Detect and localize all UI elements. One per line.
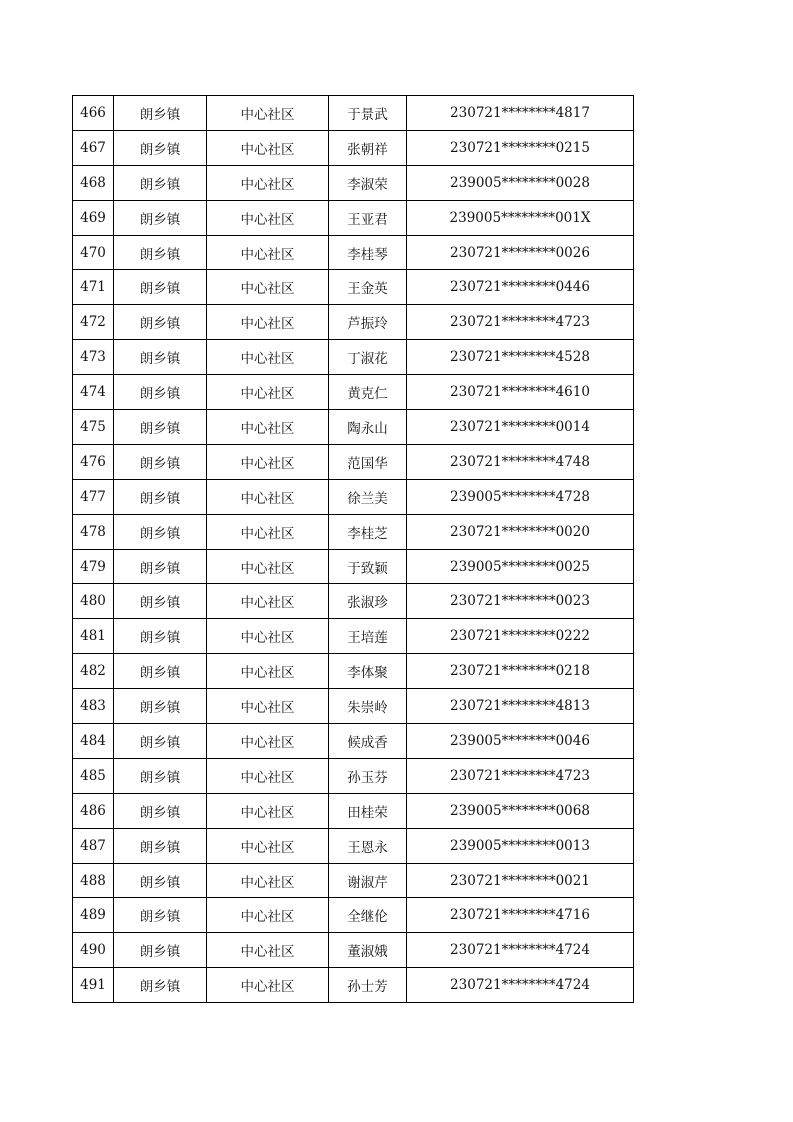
id-number-cell: 239005********0025 [407,549,634,584]
roster-table [72,95,634,1003]
row-number-cell: 469 [73,200,114,235]
row-number-cell: 484 [73,724,114,759]
community-cell: 中心社区 [207,340,329,375]
person-name-cell: 孙玉芬 [329,758,407,793]
table-row [73,514,634,549]
row-number-cell: 474 [73,375,114,410]
id-number-cell: 230721********0014 [407,410,634,445]
id-number-cell: 239005********0046 [407,724,634,759]
community-cell: 中心社区 [207,270,329,305]
community-cell: 中心社区 [207,654,329,689]
table-row [73,828,634,863]
row-number-cell: 487 [73,828,114,863]
id-number-cell: 230721********4748 [407,444,634,479]
town-cell: 朗乡镇 [114,933,207,968]
id-number-cell: 230721********4723 [407,758,634,793]
person-name-cell: 张淑珍 [329,584,407,619]
town-cell: 朗乡镇 [114,479,207,514]
id-number-cell: 239005********001X [407,200,634,235]
community-cell: 中心社区 [207,933,329,968]
id-number-cell: 239005********4728 [407,479,634,514]
community-cell: 中心社区 [207,793,329,828]
row-number-cell: 468 [73,165,114,200]
row-number-cell: 475 [73,410,114,445]
town-cell: 朗乡镇 [114,654,207,689]
table-row [73,654,634,689]
town-cell: 朗乡镇 [114,96,207,131]
person-name-cell: 李桂琴 [329,235,407,270]
town-cell: 朗乡镇 [114,410,207,445]
id-number-cell: 230721********4716 [407,898,634,933]
id-number-cell: 230721********0218 [407,654,634,689]
table-row [73,933,634,968]
community-cell: 中心社区 [207,549,329,584]
person-name-cell: 李淑荣 [329,165,407,200]
community-cell: 中心社区 [207,165,329,200]
row-number-cell: 480 [73,584,114,619]
community-cell: 中心社区 [207,724,329,759]
row-number-cell: 489 [73,898,114,933]
id-number-cell: 230721********4528 [407,340,634,375]
town-cell: 朗乡镇 [114,200,207,235]
town-cell: 朗乡镇 [114,584,207,619]
row-number-cell: 483 [73,689,114,724]
table-row [73,724,634,759]
community-cell: 中心社区 [207,514,329,549]
id-number-cell: 239005********0028 [407,165,634,200]
table-row [73,165,634,200]
table-row [73,444,634,479]
community-cell: 中心社区 [207,375,329,410]
town-cell: 朗乡镇 [114,235,207,270]
person-name-cell: 王金英 [329,270,407,305]
row-number-cell: 486 [73,793,114,828]
community-cell: 中心社区 [207,758,329,793]
person-name-cell: 张朝祥 [329,130,407,165]
id-number-cell: 230721********0023 [407,584,634,619]
table-row [73,340,634,375]
table-row [73,549,634,584]
row-number-cell: 482 [73,654,114,689]
table-row [73,410,634,445]
town-cell: 朗乡镇 [114,863,207,898]
person-name-cell: 田桂荣 [329,793,407,828]
town-cell: 朗乡镇 [114,793,207,828]
town-cell: 朗乡镇 [114,968,207,1003]
id-number-cell: 239005********0068 [407,793,634,828]
row-number-cell: 466 [73,96,114,131]
community-cell: 中心社区 [207,235,329,270]
id-number-cell: 230721********0026 [407,235,634,270]
id-number-cell: 230721********4813 [407,689,634,724]
person-name-cell: 于景武 [329,96,407,131]
community-cell: 中心社区 [207,96,329,131]
id-number-cell: 230721********0222 [407,619,634,654]
person-name-cell: 李桂芝 [329,514,407,549]
person-name-cell: 于致颖 [329,549,407,584]
person-name-cell: 丁淑花 [329,340,407,375]
row-number-cell: 477 [73,479,114,514]
person-name-cell: 陶永山 [329,410,407,445]
id-number-cell: 230721********0021 [407,863,634,898]
town-cell: 朗乡镇 [114,758,207,793]
row-number-cell: 476 [73,444,114,479]
row-number-cell: 472 [73,305,114,340]
town-cell: 朗乡镇 [114,444,207,479]
table-row [73,235,634,270]
row-number-cell: 481 [73,619,114,654]
town-cell: 朗乡镇 [114,340,207,375]
person-name-cell: 王培莲 [329,619,407,654]
town-cell: 朗乡镇 [114,514,207,549]
id-number-cell: 230721********0446 [407,270,634,305]
town-cell: 朗乡镇 [114,165,207,200]
row-number-cell: 471 [73,270,114,305]
community-cell: 中心社区 [207,968,329,1003]
community-cell: 中心社区 [207,689,329,724]
person-name-cell: 徐兰美 [329,479,407,514]
row-number-cell: 479 [73,549,114,584]
town-cell: 朗乡镇 [114,828,207,863]
community-cell: 中心社区 [207,619,329,654]
person-name-cell: 王亚君 [329,200,407,235]
row-number-cell: 467 [73,130,114,165]
id-number-cell: 230721********4817 [407,96,634,131]
id-number-cell: 230721********4724 [407,968,634,1003]
community-cell: 中心社区 [207,898,329,933]
table-row [73,584,634,619]
person-name-cell: 黄克仁 [329,375,407,410]
community-cell: 中心社区 [207,130,329,165]
town-cell: 朗乡镇 [114,619,207,654]
community-cell: 中心社区 [207,200,329,235]
town-cell: 朗乡镇 [114,375,207,410]
community-cell: 中心社区 [207,444,329,479]
community-cell: 中心社区 [207,828,329,863]
id-number-cell: 239005********0013 [407,828,634,863]
town-cell: 朗乡镇 [114,270,207,305]
town-cell: 朗乡镇 [114,689,207,724]
table-row [73,689,634,724]
person-name-cell: 芦振玲 [329,305,407,340]
community-cell: 中心社区 [207,584,329,619]
table-row [73,619,634,654]
row-number-cell: 473 [73,340,114,375]
id-number-cell: 230721********0215 [407,130,634,165]
person-name-cell: 范国华 [329,444,407,479]
table-row [73,968,634,1003]
table-row [73,793,634,828]
person-name-cell: 董淑娥 [329,933,407,968]
table-row [73,863,634,898]
community-cell: 中心社区 [207,410,329,445]
town-cell: 朗乡镇 [114,724,207,759]
person-name-cell: 孙士芳 [329,968,407,1003]
id-number-cell: 230721********4723 [407,305,634,340]
person-name-cell: 谢淑芹 [329,863,407,898]
person-name-cell: 朱崇岭 [329,689,407,724]
row-number-cell: 478 [73,514,114,549]
person-name-cell: 李体聚 [329,654,407,689]
row-number-cell: 491 [73,968,114,1003]
id-number-cell: 230721********4724 [407,933,634,968]
id-number-cell: 230721********4610 [407,375,634,410]
community-cell: 中心社区 [207,305,329,340]
row-number-cell: 485 [73,758,114,793]
table-row [73,898,634,933]
community-cell: 中心社区 [207,863,329,898]
community-cell: 中心社区 [207,479,329,514]
row-number-cell: 470 [73,235,114,270]
table-row [73,758,634,793]
table-row [73,479,634,514]
table-row [73,375,634,410]
row-number-cell: 490 [73,933,114,968]
table-row [73,200,634,235]
row-number-cell: 488 [73,863,114,898]
town-cell: 朗乡镇 [114,898,207,933]
id-number-cell: 230721********0020 [407,514,634,549]
table-row [73,130,634,165]
town-cell: 朗乡镇 [114,549,207,584]
person-name-cell: 候成香 [329,724,407,759]
town-cell: 朗乡镇 [114,305,207,340]
roster-table-body [73,96,634,1003]
table-row [73,96,634,131]
person-name-cell: 王恩永 [329,828,407,863]
person-name-cell: 全继伦 [329,898,407,933]
table-row [73,270,634,305]
table-row [73,305,634,340]
town-cell: 朗乡镇 [114,130,207,165]
